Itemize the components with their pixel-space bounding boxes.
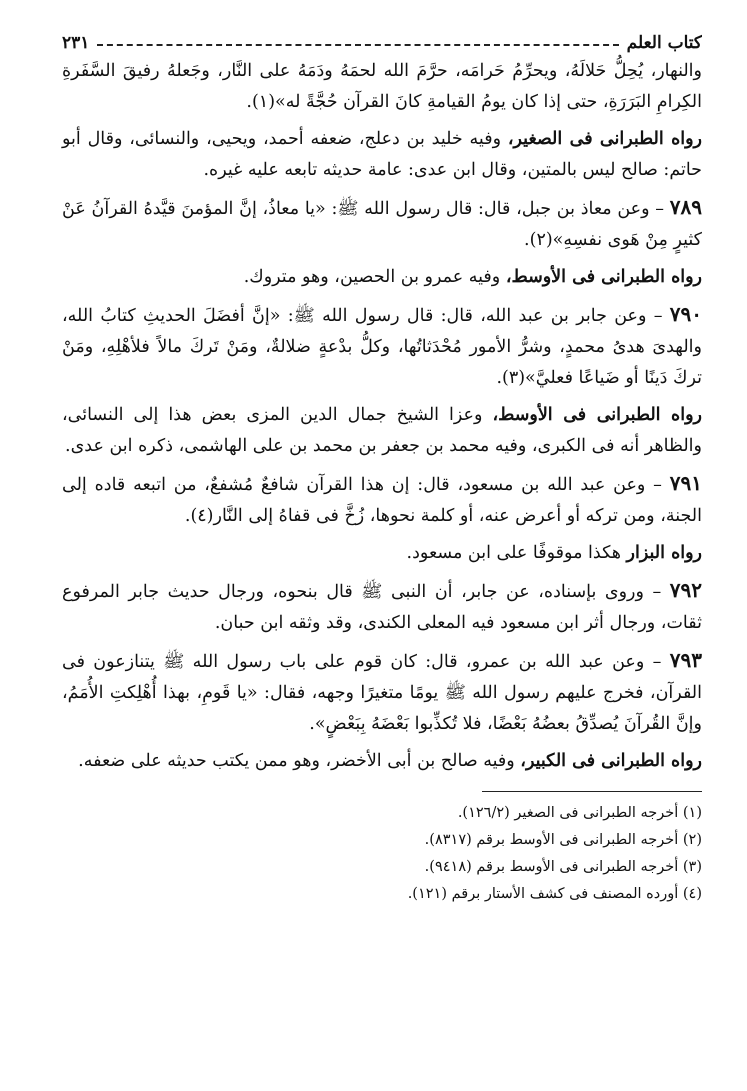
running-header	[62, 30, 702, 56]
narration-text: هكذا موقوفًا على ابن مسعود.	[406, 543, 627, 563]
hadith-790	[62, 299, 702, 394]
narration-text: وفيه صالح بن أبى الأخضر، وهو ممن يكتب حديثه على ضعفه.	[78, 751, 521, 771]
narration-source: رواه الطبرانى فى الأوسط،	[505, 267, 702, 287]
continuation-text: والنهار، يُحِلُّ حَلالَهُ، ويحرِّمُ حَرامَه، حرَّمَ الله لحمَهُ ودَمَهُ على النَّار، وجَعلهُ رفيقَ السَّفَرةِ الكِرامِ البَرَرَةِ، حتى إذا كان يومُ القيامةِ كانَ القرآن حُجَّةً له»(١).	[62, 61, 702, 112]
narration-text: وفيه عمرو بن الحصين، وهو متروك.	[243, 267, 506, 287]
page-number: ٢٣١	[62, 33, 90, 53]
hadith-text: – وروى بإسناده، عن جابر، أن النبى ﷺ قال بنحوه، ورجال حديث جابر المرفوع ثقات، ورجال أثر ابن مسعود فيه المعلى الكندى، وقد وثقه ابن حبان.	[62, 582, 702, 633]
narration-source: رواه الطبرانى فى الكبير،	[520, 751, 702, 771]
narration-note	[62, 538, 702, 569]
hadith-792	[62, 575, 702, 639]
narration-source: رواه البزار	[626, 543, 702, 563]
header-divider	[97, 44, 618, 46]
page	[62, 30, 702, 908]
hadith-789	[62, 192, 702, 256]
footnotes	[62, 800, 702, 908]
narration-note	[62, 262, 702, 293]
hadith-791	[62, 468, 702, 532]
narration-note	[62, 124, 702, 186]
hadith-number: ٧٩١	[669, 471, 702, 495]
hadith-793	[62, 645, 702, 740]
footnote-3: (٣) أخرجه الطبرانى فى الأوسط برقم (٩٤١٨).	[424, 859, 702, 875]
hadith-text: – وعن عبد الله بن مسعود، قال: إن هذا القرآن شافعٌ مُشفعٌ، من اتبعه قاده إلى الجنة، ومن تركه أو أعرض عنه، أو كلمة نحوها، زُخَّ فى قفاهُ إلى النَّار(٤).	[62, 475, 702, 526]
hadith-number: ٧٩٢	[669, 578, 702, 602]
narration-note	[62, 400, 702, 462]
hadith-text: – وعن معاذ بن جبل، قال: قال رسول الله ﷺ: «يا معاذُ، إنَّ المؤمنَ قيَّدهُ القرآنُ عَنْ كثيرٍ مِنْ هَوى نفسِهِ»(٢).	[62, 199, 702, 250]
narration-text: وعزا الشيخ جمال الدين المزى بعض هذا إلى النسائى، والظاهر أنه فى الكبرى، وفيه محمد بن جعفر بن محمد بن على الهاشمى، ذكره ابن عدى.	[62, 405, 702, 456]
narration-note	[62, 746, 702, 777]
narration-source: رواه الطبرانى فى الصغير،	[507, 129, 702, 149]
hadith-number: ٧٩٠	[669, 302, 702, 326]
footnote-1: (١) أخرجه الطبرانى فى الصغير (١٢٦/٢).	[457, 805, 702, 821]
narration-text: وفيه خليد بن دعلج، ضعفه أحمد، ويحيى، والنسائى، وقال أبو حاتم: صالح ليس بالمتين، وقال ابن عدى: عامة حديثه تابعه عليه غيره.	[62, 129, 702, 180]
hadith-text: – وعن جابر بن عبد الله، قال: قال رسول الله ﷺ: «إنَّ أفضَلَ الحديثِ كتابُ الله، والهدىَ هدىُ محمدٍ، وشرُّ الأمور مُحْدَثاتُها، وكلُّ بدْعةٍ ضلالةٌ، ومَنْ تَركَ مالاً فلأهْلِهِ، ومَنْ تركَ دَينًا أو ضَياعًا فعليَّ»(٣).	[62, 306, 702, 388]
footnote-4: (٤) أورده المصنف فى كشف الأستار برقم (١٢١).	[407, 886, 702, 902]
footnote-2: (٢) أخرجه الطبرانى فى الأوسط برقم (٨٣١٧).	[424, 832, 702, 848]
book-title: كتاب العلم	[626, 33, 702, 53]
footnote-divider	[482, 791, 702, 792]
hadith-number: ٧٩٣	[669, 648, 702, 672]
narration-source: رواه الطبرانى فى الأوسط،	[492, 405, 702, 425]
hadith-number: ٧٨٩	[669, 195, 702, 219]
hadith-text: – وعن عبد الله بن عمرو، قال: كان قوم على باب رسول الله ﷺ يتنازعون فى القرآن، فخرج عليهم رسول الله ﷺ يومًا متغيرًا وجهه، فقال: «يا قَومِ، بهذا أُهْلِكتِ الأُمَمُ، وإنَّ القُرآنَ يُصدِّقُ بعضُهُ بَعْضًا، فلا تُكذِّبوا بَعْضَهُ بِبَعْضٍ».	[62, 652, 702, 734]
